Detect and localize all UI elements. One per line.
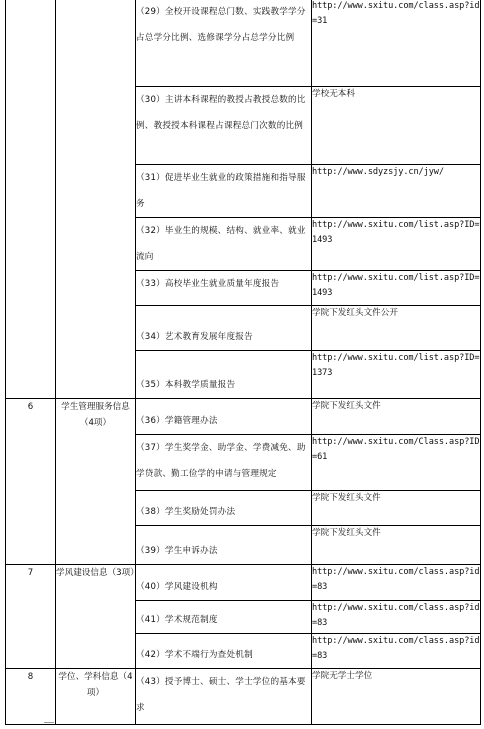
item-cell: （30）主讲本科课程的教授占教授总数的比例、教授授本科课程占课程总门次数的比例: [136, 87, 312, 165]
item-cell: （35）本科教学质量报告: [136, 351, 312, 399]
url-cell[interactable]: http://www.sxitu.com/class.asp?id=83: [312, 634, 481, 669]
url-cell[interactable]: http://www.sdyzsjy.cn/jyw/: [312, 165, 481, 218]
item-cell: （39）学生申诉办法: [136, 526, 312, 565]
url-cell[interactable]: http://www.sxitu.com/list.asp?ID=1493: [312, 218, 481, 271]
item-cell: （29）全校开设课程总门数、实践教学学分占总学分比例、选修课学分占总学分比例: [136, 0, 312, 87]
item-cell: （41）学术规范制度: [136, 601, 312, 634]
url-cell: 学院下发红头文件公开: [312, 306, 481, 351]
item-cell: （38）学生奖励处罚办法: [136, 491, 312, 526]
url-cell: 学院下发红头文件: [312, 526, 481, 565]
url-cell[interactable]: http://www.sxitu.com/list.asp?ID=1493: [312, 271, 481, 306]
category-cell: 学风建设信息（3项）: [56, 565, 136, 669]
url-cell: 学院下发红头文件: [312, 399, 481, 435]
url-cell[interactable]: http://www.sxitu.com/class.asp?id=83: [312, 601, 481, 634]
item-cell: （37）学生奖学金、助学金、学费减免、助学贷款、勤工俭学的申请与管理规定: [136, 435, 312, 491]
category-number-cell: 6: [6, 399, 56, 565]
disclosure-table: [5, 0, 481, 725]
url-cell[interactable]: http://www.sxitu.com/class.asp?id=31: [312, 0, 481, 87]
url-cell: 学院无学士学位: [312, 669, 481, 725]
item-cell: （33）高校毕业生就业质量年度报告: [136, 271, 312, 306]
item-cell: （40）学风建设机构: [136, 565, 312, 601]
table-row: [6, 565, 481, 601]
category-cell: 学生管理服务信息（4项）: [56, 399, 136, 565]
item-cell: （42）学术不端行为查处机制: [136, 634, 312, 669]
item-cell: （32）毕业生的规模、结构、就业率、就业流向: [136, 218, 312, 271]
category-cell: 学位、学科信息（4项）: [56, 669, 136, 725]
item-cell: （34）艺术教育发展年度报告: [136, 306, 312, 351]
url-cell: 学院下发红头文件: [312, 491, 481, 526]
url-cell: 学校无本科: [312, 87, 481, 165]
url-cell[interactable]: http://www.sxitu.com/Class.asp?ID=61: [312, 435, 481, 491]
item-cell: （36）学籍管理办法: [136, 399, 312, 435]
url-cell[interactable]: http://www.sxitu.com/class.asp?id=83: [312, 565, 481, 601]
item-cell: （43）授予博士、硕士、学士学位的基本要求: [136, 669, 312, 725]
url-cell[interactable]: http://www.sxitu.com/list.asp?ID=1373: [312, 351, 481, 399]
category-number-cell: [6, 0, 56, 399]
category-cell: [56, 0, 136, 399]
item-cell: （31）促进毕业生就业的政策措施和指导服务: [136, 165, 312, 218]
table-row: [6, 399, 481, 435]
table-row: [6, 669, 481, 725]
category-number-cell: 8: [6, 669, 56, 725]
category-number-cell: 7: [6, 565, 56, 669]
footnote-divider: [44, 722, 54, 723]
table-row: [6, 0, 481, 87]
